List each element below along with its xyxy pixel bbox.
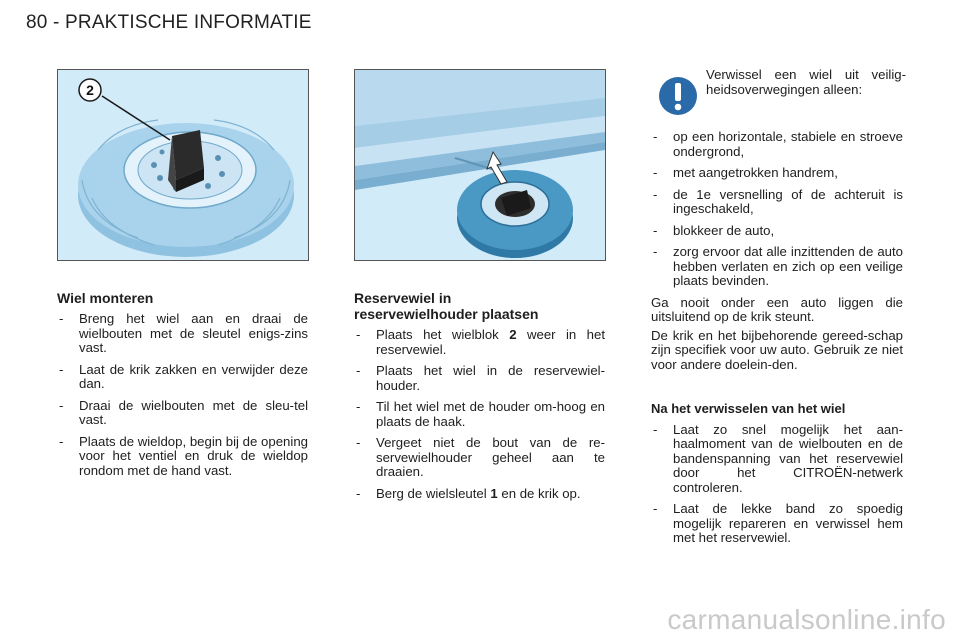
column-after-change (651, 402, 903, 553)
spare-wheel-carrier-illustration (354, 69, 606, 261)
list-item: - Laat de lekke band zo spoedig mogelijk repareren en verwissel hem met het reservewiel. (653, 501, 903, 545)
list-item: - Plaats de wieldop, begin bij de opening voor het ventiel en druk de wieldop rondom met de hand vast. (59, 433, 308, 478)
callout-number: 2 (86, 82, 94, 98)
paragraph: De krik en het bijbehorende gereed-schap zijn specifiek voor uw auto. Gebruik ze niet voor andere doelein-den. (651, 327, 903, 372)
section-heading: Reservewiel in reservewielhouder plaatsen (354, 290, 539, 322)
list-item: - Plaats het wiel in de reservewiel-houder. (356, 363, 605, 393)
column-spare-wheel-storage (354, 290, 605, 508)
list-item: - met aangetrokken handrem, (653, 165, 838, 180)
instruction-list (57, 312, 308, 478)
list-item: - Berg de wielsleutel 1 en de krik op. (356, 485, 581, 501)
list-item: - Laat de krik zakken en verwijder deze dan. (59, 361, 308, 391)
page-title: 80 - PRAKTISCHE INFORMATIE (26, 12, 312, 33)
section-heading: Na het verwisselen van het wiel (651, 401, 846, 416)
list-item: - blokkeer de auto, (653, 222, 775, 238)
list-item: - op een horizontale, stabiele en stroeve ondergrond, (653, 129, 903, 159)
section-heading: Wiel monteren (57, 290, 154, 306)
list-item: - Plaats het wielblok 2 weer in het reservewiel. (356, 327, 605, 357)
spare-wheel-illustration (57, 69, 309, 261)
list-item: - Laat zo snel mogelijk het aan-haalmoment van de wielbouten en de bandenspanning van het reservewiel door het CITROËN-netwerk controleren. (653, 421, 903, 495)
after-list (651, 423, 903, 546)
safety-list (651, 130, 903, 289)
list-item: - Breng het wiel aan en draai de wielbouten met de sleutel enigs-zins vast. (59, 311, 308, 355)
list-item: - zorg ervoor dat alle inzittenden de auto hebben verlaten en zich op een veilige plaats bevinden. (653, 244, 903, 288)
list-item: - Draai de wielbouten met de sleu-tel vast. (59, 397, 308, 427)
column-wheel-mounting (57, 290, 308, 485)
list-item: - Til het wiel met de houder om-hoog en plaats de haak. (356, 399, 605, 429)
paragraph: Ga nooit onder een auto liggen die uitsluitend op de krik steunt. (651, 294, 903, 324)
watermark: carmanualsonline.info (667, 604, 946, 635)
instruction-list (354, 328, 605, 501)
column-safety-info (651, 130, 903, 376)
list-item: - Vergeet niet de bout van de re-servewielhouder geheel aan te draaien. (356, 435, 605, 479)
warning-intro: Verwissel een wiel uit veilig-heidsoverwegingen alleen: (706, 67, 906, 97)
wheel-block-image (58, 70, 308, 260)
exclamation-icon (658, 76, 698, 116)
list-item: - de 1e versnelling of de achteruit is ingeschakeld, (653, 186, 903, 216)
wheel-carrier-image (355, 70, 605, 260)
